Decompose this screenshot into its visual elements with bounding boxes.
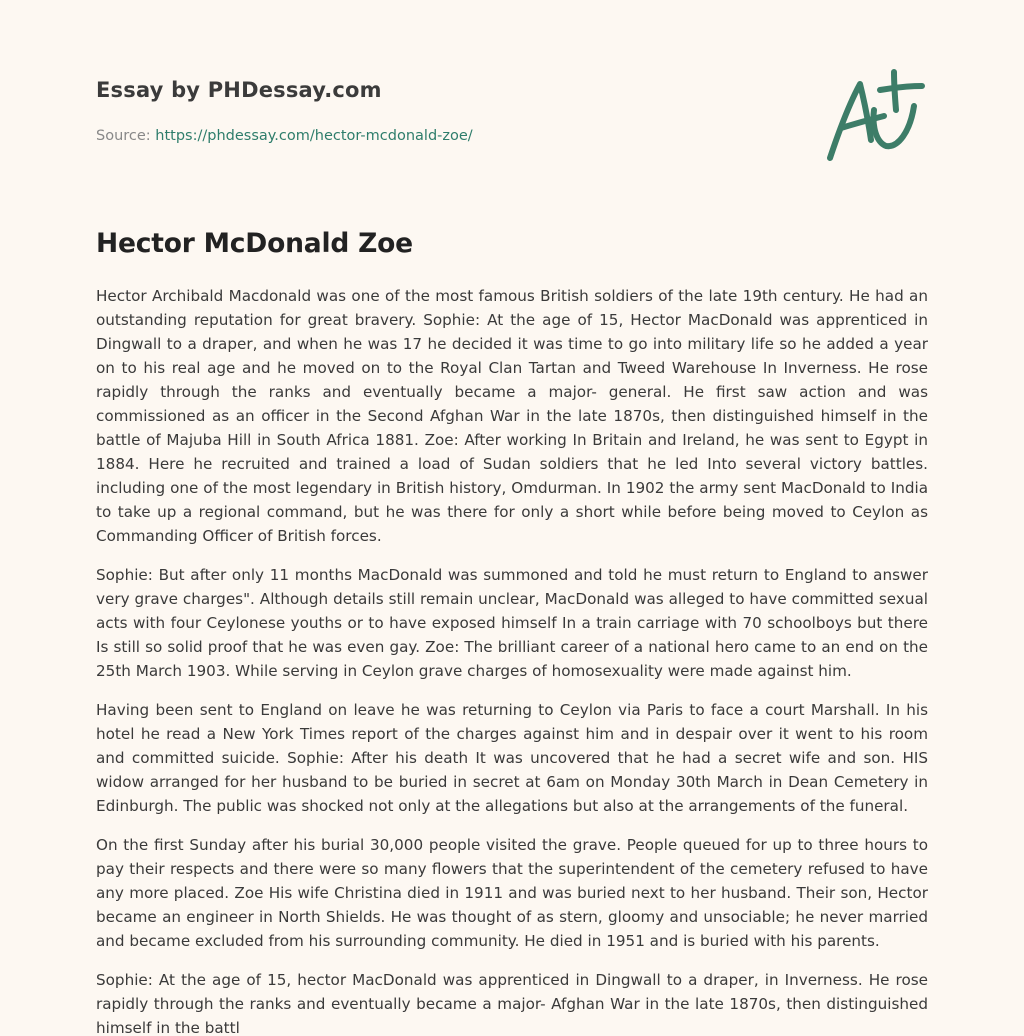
article-paragraph: Sophie: At the age of 15, hector MacDonald was apprenticed in Dingwall to a draper, in Inverness. He rose rapidly through the ranks and eventually became a major- Afghan War in the late 1870s, then distinguished himself in the battl <box>96 971 928 1036</box>
article-paragraph: Hector Archibald Macdonald was one of the most famous British soldiers of the late 19th century. He had an outstanding reputation for great bravery. Sophie: At the age of 15, Hector MacDonald was apprenticed in Dingwall to a draper, and when he was 17 he decided it was time to go into military life so he added a year on to his real age and he moved on to the Royal Clan Tartan and Tweed Warehouse In Inverness. He rose rapidly through the ranks and eventually became a major- general. He first saw action and was commissioned as an officer in the Second Afghan War in the late 1870s, then distinguished himself in the battle of Majuba Hill in South Africa 1881. Zoe: After working In Britain and Ireland, he was sent to Egypt in 1884. Here he recruited and trained a load of Sudan soldiers that he led Into several victory battles. including one of the most legendary in British history, Omdurman. In 1902 the army sent MacDonald to India to take up a regional command, but he was there for only a short while before being moved to Ceylon as Commanding Officer of British forces. <box>96 287 928 545</box>
source-line <box>96 126 928 146</box>
site-brand: Essay by PHDessay.com <box>96 78 382 102</box>
page-header <box>96 76 928 146</box>
article-body <box>96 284 928 1036</box>
article-paragraph: Sophie: But after only 11 months MacDonald was summoned and told he must return to England to answer very grave charges". Although details still remain unclear, MacDonald was alleged to have committed sexual acts with four Ceylonese youths or to have exposed himself In a train carriage with 70 schoolboys but there Is still so solid proof that he was even gay. Zoe: The brilliant career of a national hero came to an end on the 25th March 1903. While serving in Ceylon grave charges of homosexuality were made against him. <box>96 566 928 680</box>
source-label: Source: <box>96 128 151 144</box>
a-plus-grade-icon <box>822 66 932 166</box>
source-link[interactable]: https://phdessay.com/hector-mcdonald-zoe/ <box>155 128 473 144</box>
article-paragraph: On the first Sunday after his burial 30,000 people visited the grave. People queued for up to three hours to pay their respects and there were so many flowers that the superintendent of the cemetery refused to have any more placed. Zoe His wife Christina died in 1911 and was buried next to her husband. Their son, Hector became an engineer in North Shields. He was thought of as stern, gloomy and unsociable; he never married and became excluded from his surrounding community. He died in 1951 and is buried with his parents. <box>96 836 928 950</box>
article-paragraph: Having been sent to England on leave he was returning to Ceylon via Paris to face a court Marshall. In his hotel he read a New York Times report of the charges against him and in despair over it went to his room and committed suicide. Sophie: After his death It was uncovered that he had a secret wife and son. HIS widow arranged for her husband to be buried in secret at 6am on Monday 30th March in Dean Cemetery in Edinburgh. The public was shocked not only at the allegations but also at the arrangements of the funeral. <box>96 701 928 815</box>
article-title: Hector McDonald Zoe <box>96 228 413 259</box>
